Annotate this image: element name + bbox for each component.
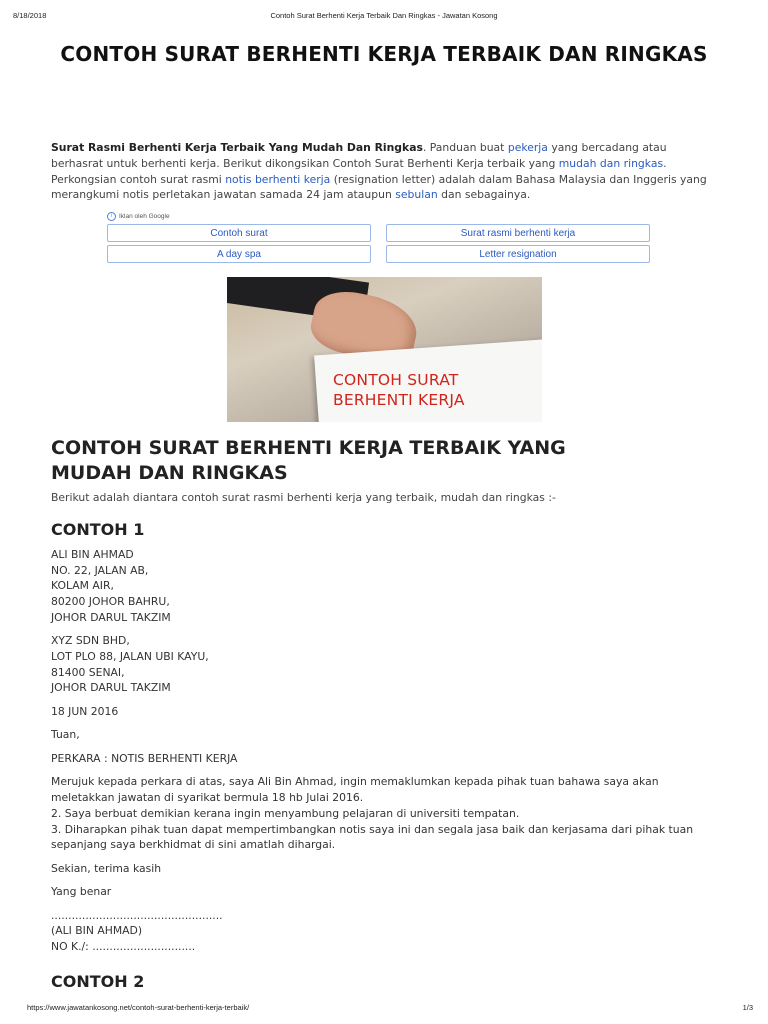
address-line: NO. 22, JALAN AB,: [51, 563, 149, 577]
ad-link-letter-resignation[interactable]: Letter resignation: [386, 245, 650, 263]
article-title: CONTOH SURAT BERHENTI KERJA TERBAIK DAN RINGKAS: [60, 42, 708, 66]
print-date: 8/18/2018: [13, 11, 47, 20]
body-line: Merujuk kepada perkara di atas, saya Ali Bin Ahmad, ingin memaklumkan kepada pihak tuan bahawa saya akan: [51, 775, 659, 789]
print-footer: [27, 1003, 753, 1015]
example-2-heading: CONTOH 2: [51, 972, 145, 991]
address-line: 81400 SENAI,: [51, 665, 125, 679]
section-intro: Berikut adalah diantara contoh surat rasmi berhenti kerja yang terbaik, mudah dan ringkas :-: [51, 491, 556, 504]
ad-link-contoh-surat[interactable]: Contoh surat: [107, 224, 371, 242]
ad-label[interactable]: [107, 210, 650, 222]
body-line: sepanjang saya berkhidmat di sini amatlah dihargai.: [51, 838, 336, 852]
intro-bold-lead: Surat Rasmi Berhenti Kerja Terbaik Yang Mudah Dan Ringkas: [51, 141, 423, 154]
intro-paragraph: [51, 140, 719, 203]
ad-link-surat-rasmi[interactable]: Surat rasmi berhenti kerja: [386, 224, 650, 242]
link-pekerja[interactable]: pekerja: [507, 141, 548, 154]
address-line: XYZ SDN BHD,: [51, 634, 130, 648]
body-line: 2. Saya berbuat demikian kerana ingin menyambung pelajaran di universiti tempatan.: [51, 806, 520, 820]
intro-text: . Perkongsian contoh surat rasmi: [51, 156, 667, 186]
address-line: KOLAM AIR,: [51, 579, 114, 593]
letter-closing: Sekian, terima kasih: [51, 861, 162, 875]
section-title: [51, 436, 719, 486]
print-header: [13, 11, 755, 23]
recipient-address: [51, 633, 719, 696]
sample-letter: [51, 547, 719, 955]
intro-text: (resignation letter) adalah dalam Bahasa Malaysia dan Inggeris yang merangkumi notis perletakan jawatan samada 24 jam ataupun: [51, 172, 707, 202]
hero-text-line: CONTOH SURAT: [333, 371, 459, 389]
intro-text: dan sebagainya.: [437, 188, 531, 202]
ad-link-day-spa[interactable]: A day spa: [107, 245, 371, 263]
section-title-line: MUDAH DAN RINGKAS: [51, 462, 288, 484]
letter-subject: PERKARA : NOTIS BERHENTI KERJA: [51, 751, 238, 765]
section-title-line: CONTOH SURAT BERHENTI KERJA TERBAIK YANG: [51, 437, 566, 459]
address-line: ALI BIN AHMAD: [51, 548, 134, 561]
print-page-title: Contoh Surat Berhenti Kerja Terbaik Dan Ringkas - Jawatan Kosong: [270, 11, 498, 20]
intro-text: yang bercadang atau berhasrat untuk berhenti kerja. Berikut dikongsikan Contoh Surat Berhenti Kerja terbaik yang: [51, 141, 667, 170]
letter-date: 18 JUN 2016: [51, 704, 119, 718]
letter-yang-benar: Yang benar: [51, 885, 112, 899]
address-line: LOT PLO 88, JALAN UBI KAYU,: [51, 650, 209, 664]
link-mudah-dan-ringkas[interactable]: mudah dan ringkas: [558, 156, 664, 170]
print-page-number: 1/3: [742, 1003, 753, 1012]
letter-body: [51, 774, 719, 853]
info-icon[interactable]: i: [107, 212, 116, 221]
address-line: JOHOR DARUL TAKZIM: [51, 681, 171, 695]
address-line: 80200 JOHOR BAHRU,: [51, 595, 170, 609]
signature-line: ..................................................: [51, 908, 223, 922]
intro-text: . Panduan buat: [422, 141, 508, 154]
hero-image-text: [333, 370, 465, 410]
hero-image: [227, 277, 542, 422]
ad-label-text: Iklan oleh Google: [119, 212, 170, 220]
link-notis-berhenti-kerja[interactable]: notis berhenti kerja: [225, 172, 331, 186]
signatory-name: (ALI BIN AHMAD): [51, 924, 143, 938]
example-1-heading: CONTOH 1: [51, 520, 145, 539]
letter-salutation: Tuan,: [51, 728, 80, 742]
signatory-ic: NO K./: ..............................: [51, 940, 196, 954]
hero-text-line: BERHENTI KERJA: [333, 391, 465, 409]
address-line: JOHOR DARUL TAKZIM: [51, 610, 171, 624]
ad-block: [107, 210, 650, 263]
print-url: https://www.jawatankosong.net/contoh-surat-berhenti-kerja-terbaik/: [27, 1003, 250, 1012]
body-line: 3. Diharapkan pihak tuan dapat mempertimbangkan notis saya ini dan segala jasa baik dan kerjasama dari pihak tuan: [51, 822, 694, 836]
sender-address: [51, 547, 719, 626]
body-line: meletakkan jawatan di syarikat bermula 18 hb Julai 2016.: [51, 791, 364, 805]
link-sebulan[interactable]: sebulan: [395, 188, 438, 202]
